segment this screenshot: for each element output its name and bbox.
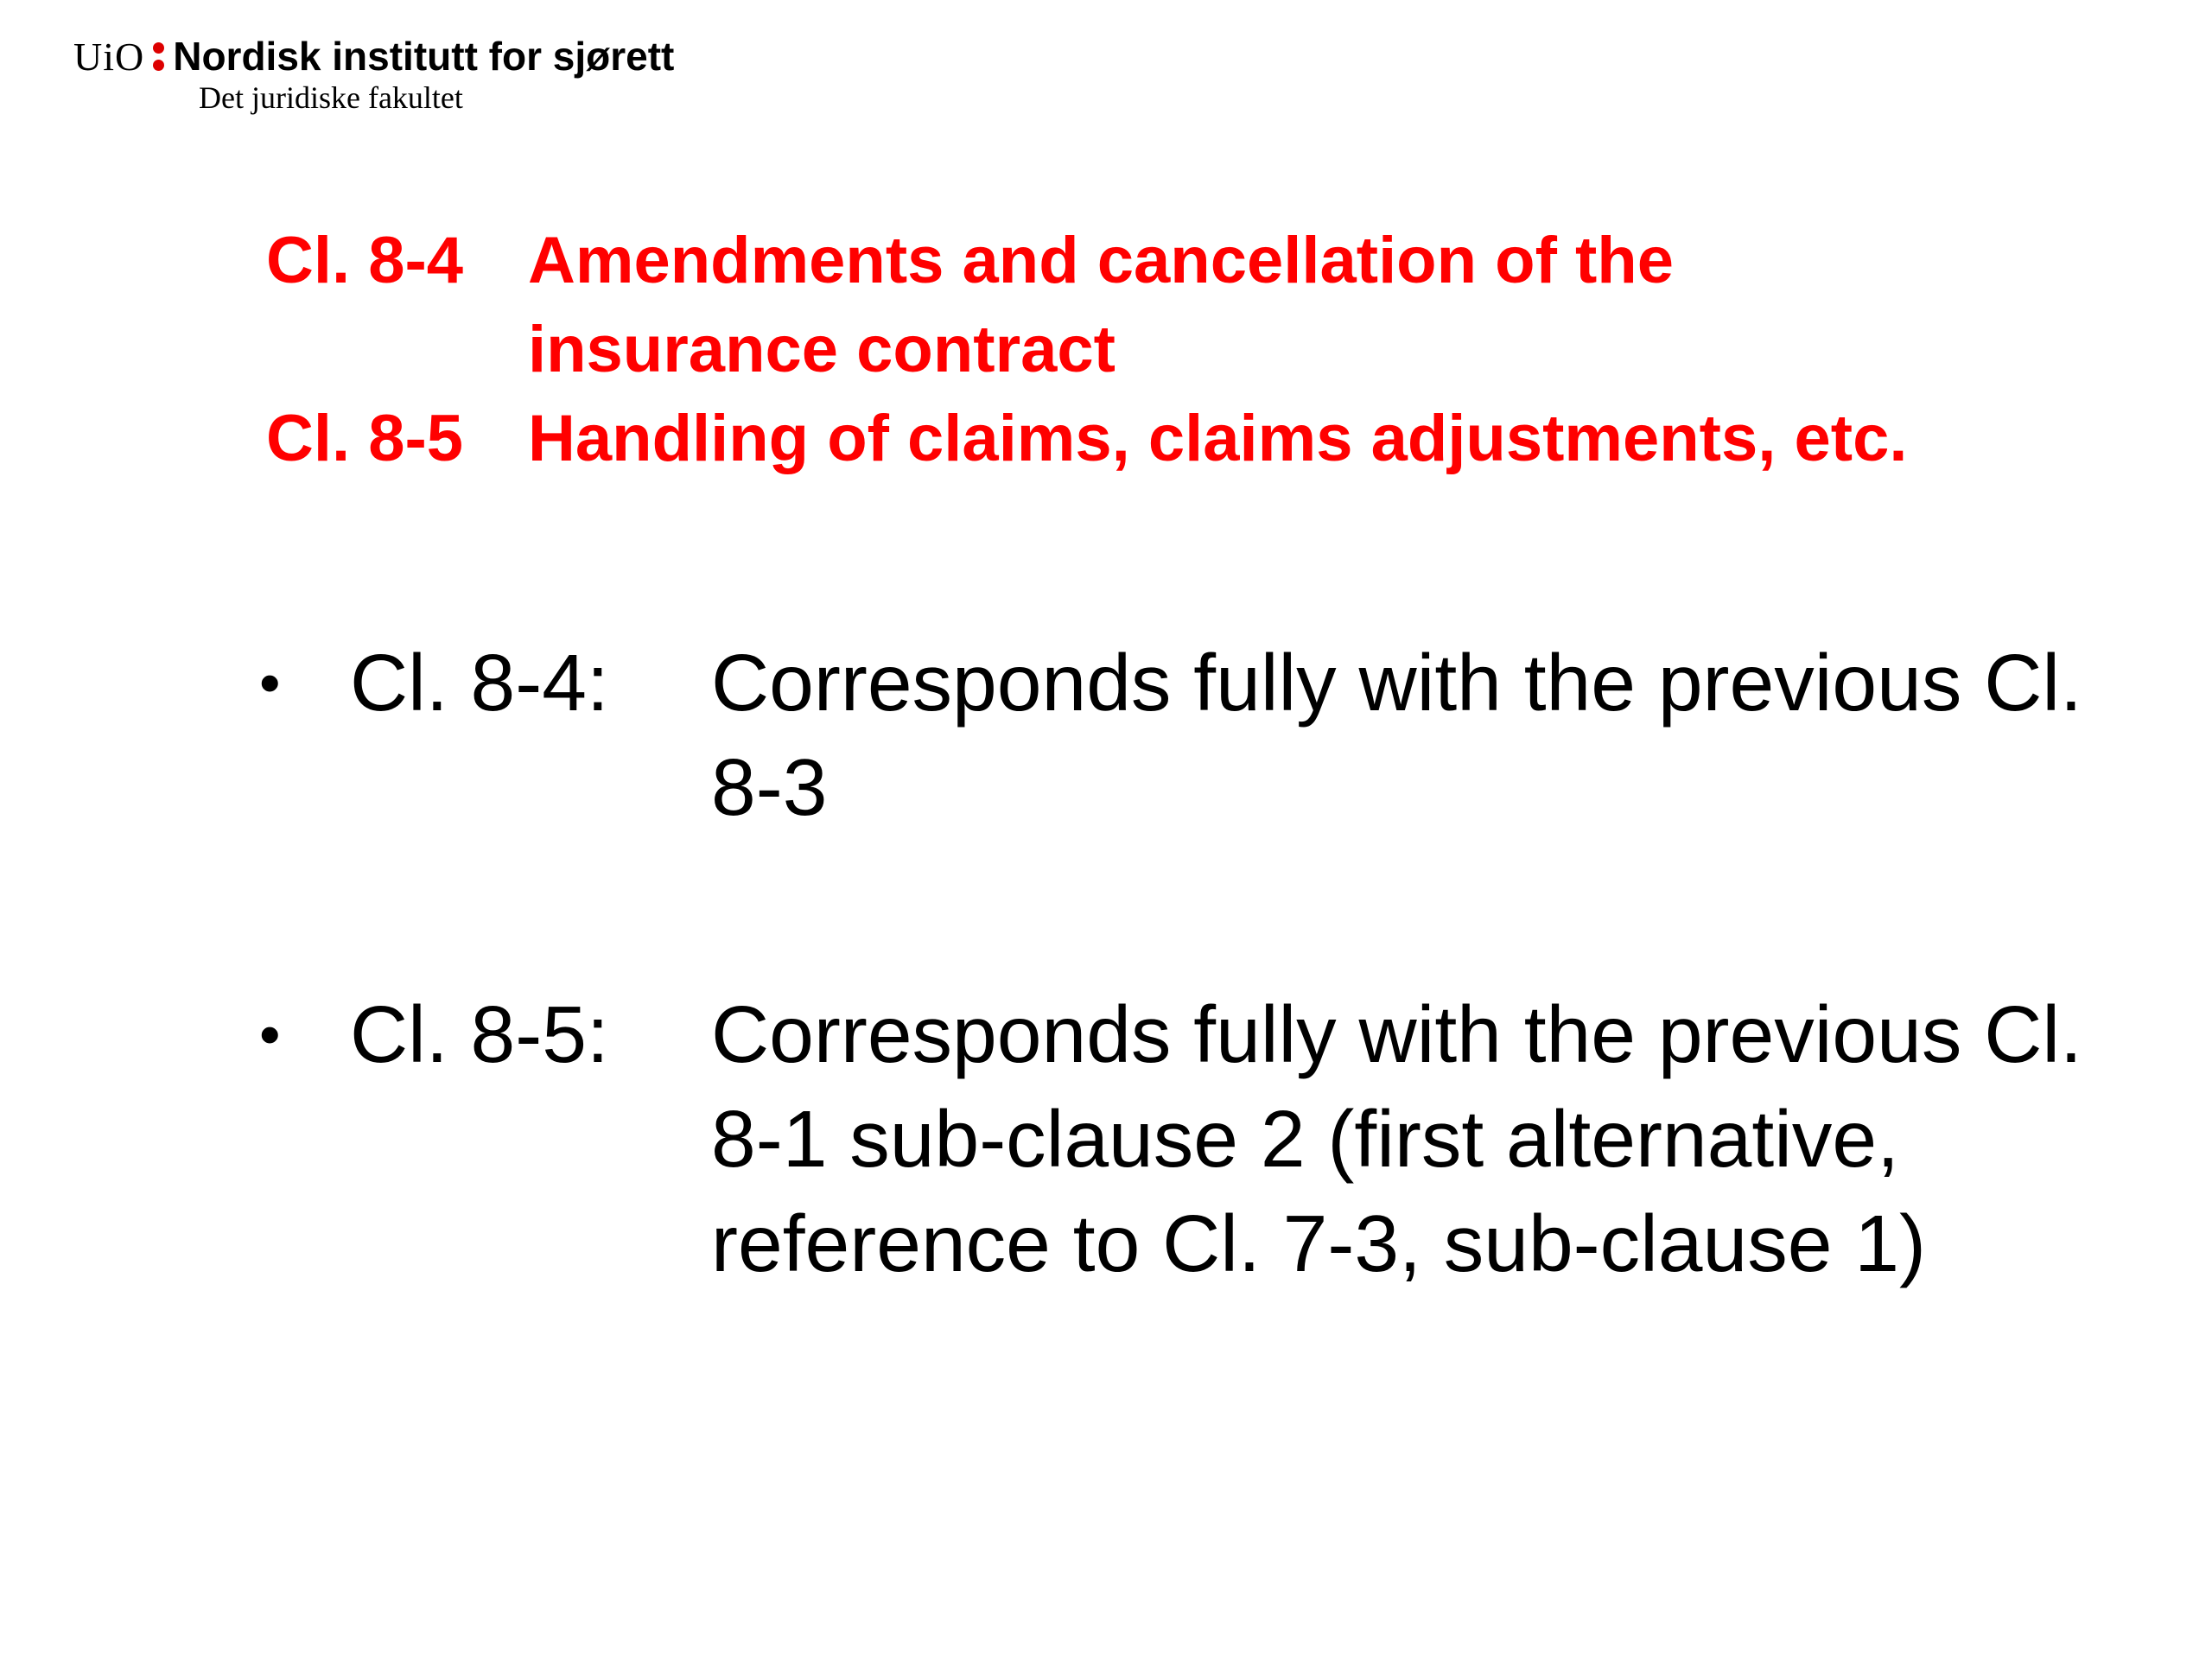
faculty-name: Det juridiske fakultet xyxy=(199,80,463,115)
title-text xyxy=(528,394,1907,483)
uio-logo-text: UiO xyxy=(73,34,145,79)
institute-name: Nordisk institutt for sjørett xyxy=(173,34,675,79)
title-clause-number: Cl. 8-5 xyxy=(266,402,464,475)
bullet-icon: • xyxy=(259,1001,281,1068)
title-text xyxy=(528,216,1674,394)
title-clause-number: Cl. 8-4 xyxy=(266,224,464,297)
title-row xyxy=(266,394,1907,483)
logo xyxy=(73,33,674,79)
bullet-label: Cl. 8-5: xyxy=(350,989,609,1079)
bullet-text: Corresponds fully with the previous Cl. 8-3 xyxy=(711,638,2082,832)
title-text-line: Handling of claims, claims adjustments, etc. xyxy=(528,402,1908,475)
bullet-icon: • xyxy=(259,649,281,716)
list-item xyxy=(259,631,2094,840)
title-text-line: Amendments and cancellation of the xyxy=(528,224,1674,297)
bullet-text: Corresponds fully with the previous Cl. 8-1 sub-clause 2 (first alternative, reference to Cl. 7-3, sub-clause 1) xyxy=(711,989,2082,1288)
bullet-label: Cl. 8-4: xyxy=(350,638,609,728)
title-row xyxy=(266,216,1907,394)
header xyxy=(73,33,674,116)
list-item xyxy=(259,982,2094,1296)
title-text-line: insurance contract xyxy=(528,313,1116,386)
slide-title xyxy=(266,216,1907,483)
red-colon-icon xyxy=(153,36,164,76)
bullet-list xyxy=(259,631,2094,1439)
